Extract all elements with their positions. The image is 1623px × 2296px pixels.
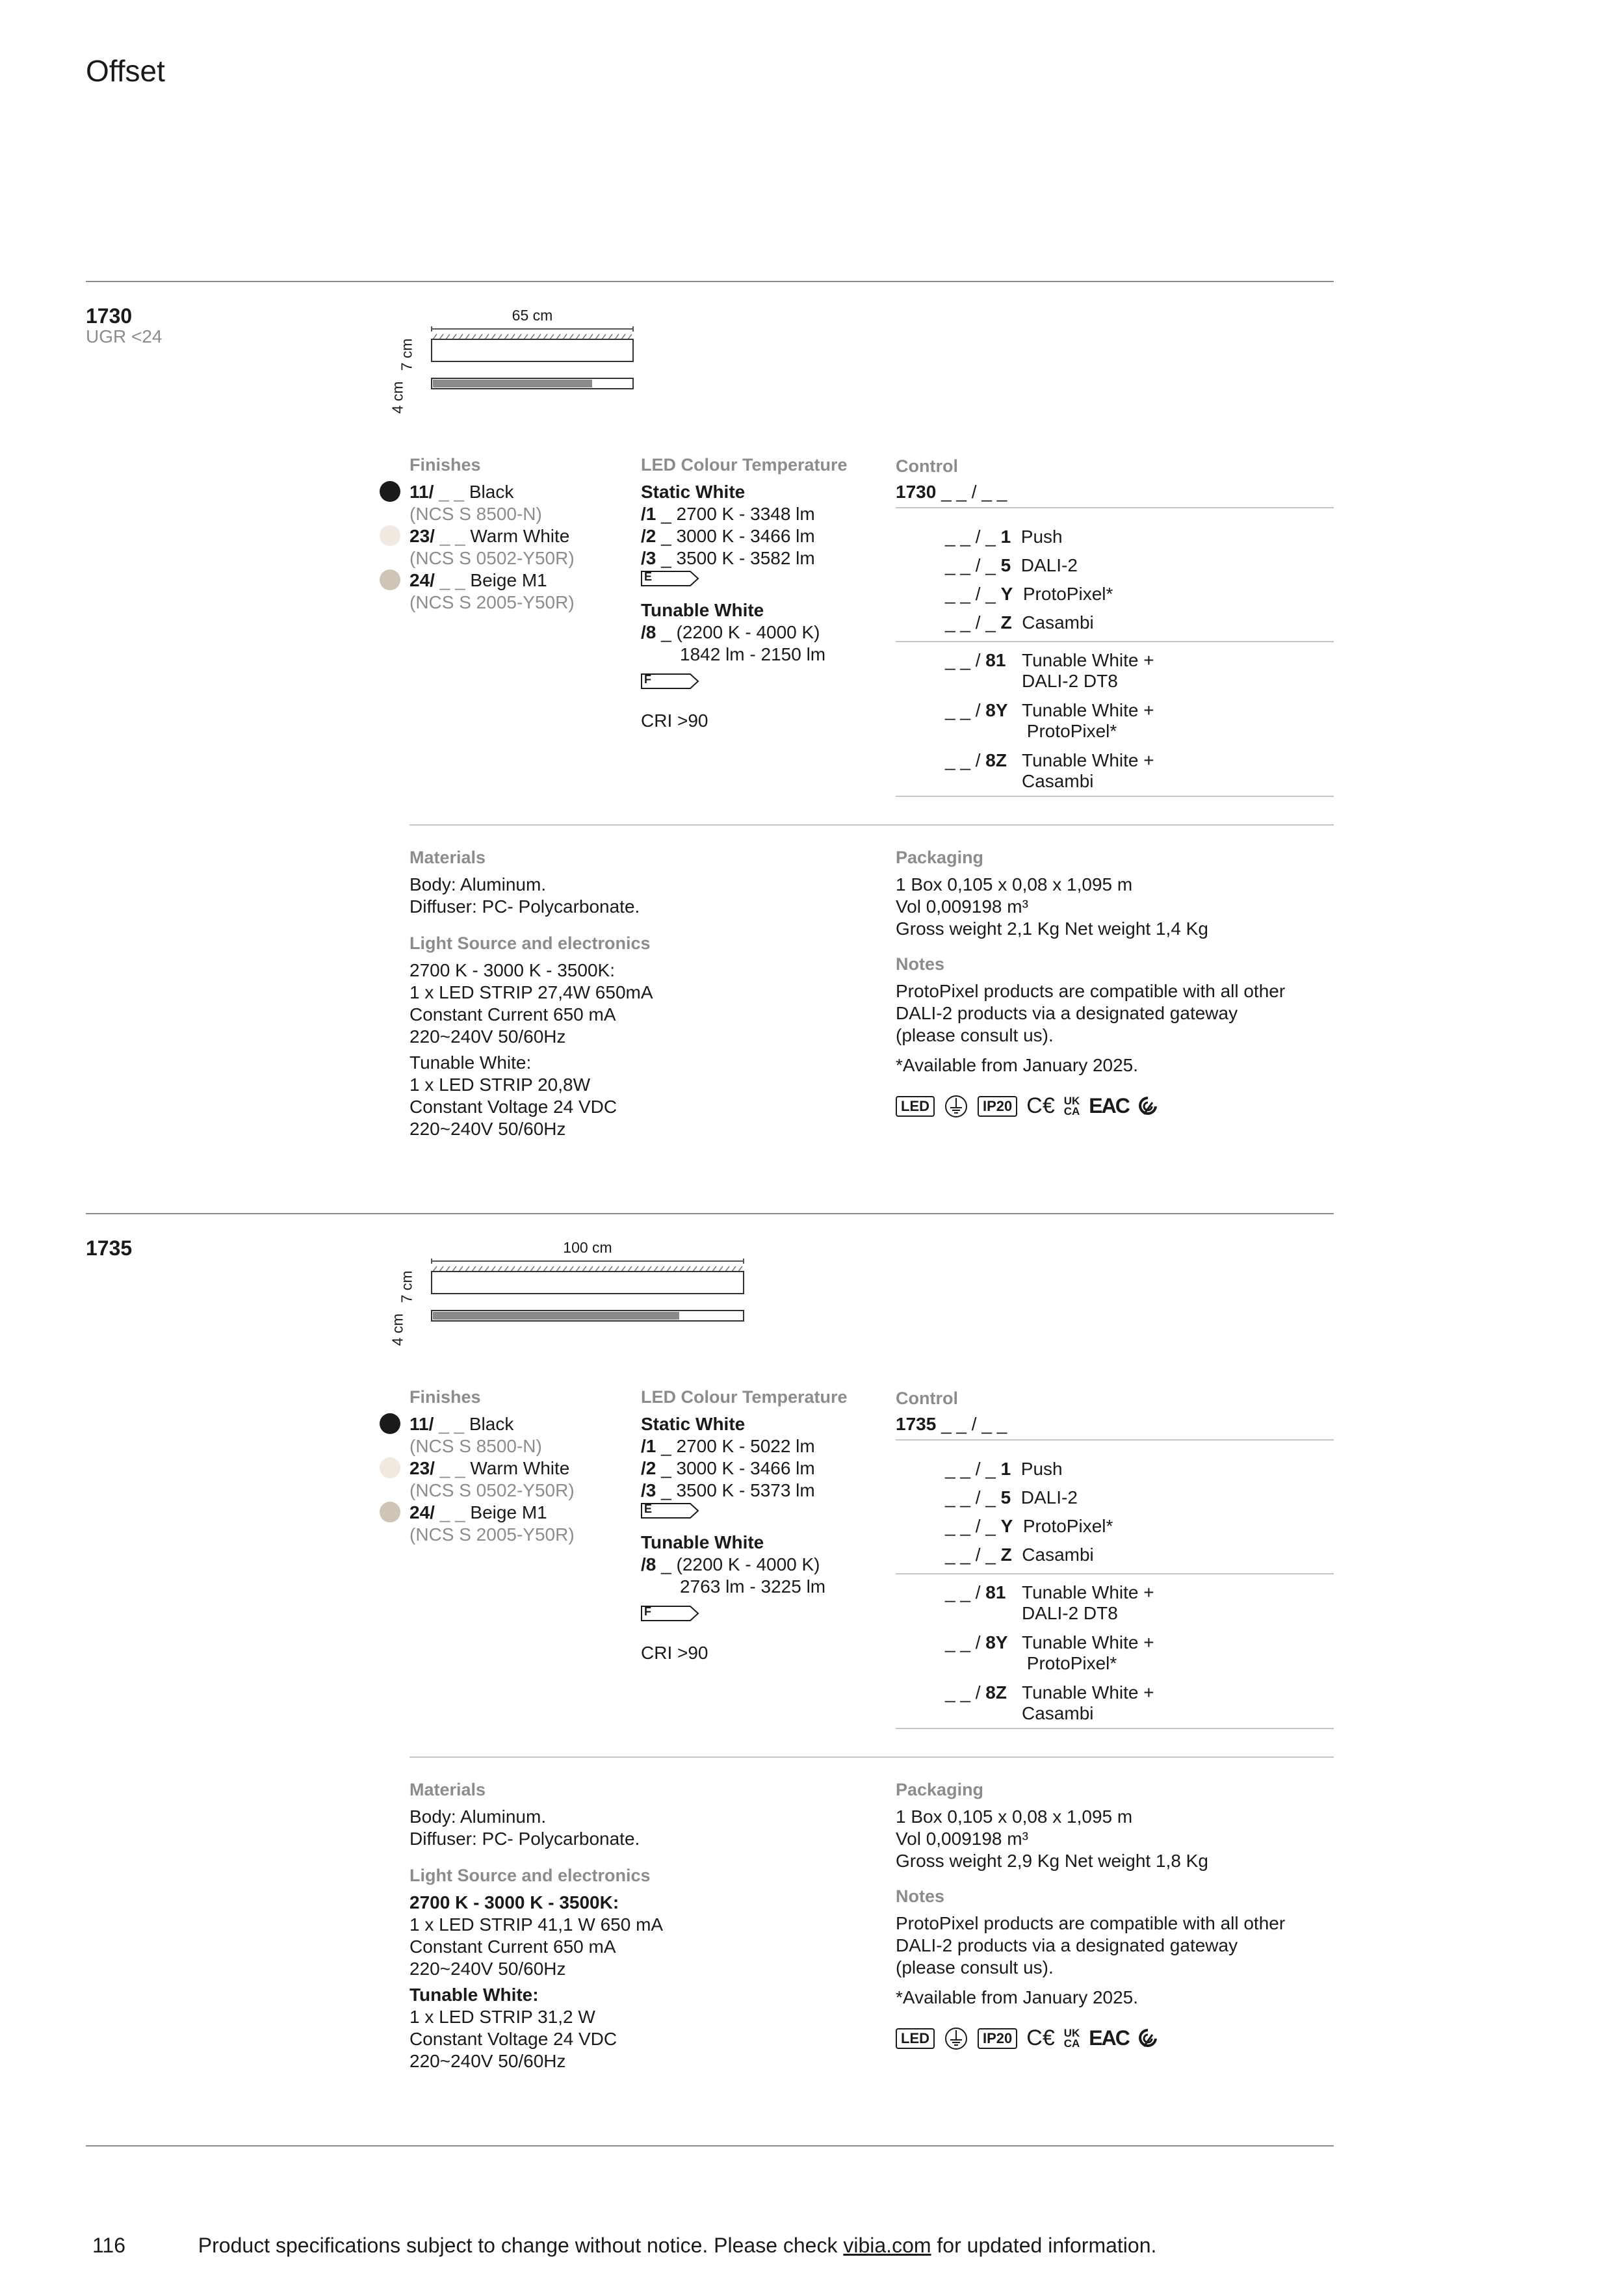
finish-swatch[interactable] [380, 481, 400, 502]
static-white-heading: Static White [641, 482, 746, 502]
notes-heading: Notes [896, 1886, 945, 1906]
control-option[interactable]: _ _ / _ 5 DALI-2 [945, 1487, 1078, 1507]
eac-mark: EAC [1089, 2026, 1129, 2050]
light-source-line: Constant Current 650 mA [409, 1937, 616, 1957]
energy-label: E [641, 1503, 699, 1519]
control-divider [896, 1439, 1334, 1441]
section-divider [86, 2145, 1334, 2146]
finish-ncs: (NCS S 8500-N) [409, 504, 542, 524]
packaging-line: Gross weight 2,9 Kg Net weight 1,8 Kg [896, 1851, 1208, 1871]
finish-ncs: (NCS S 0502-Y50R) [409, 1480, 575, 1500]
certification-row [896, 2026, 1158, 2051]
finish-option[interactable]: 11/ _ _ Black [409, 482, 514, 502]
dimension-height-label: 7 cm [398, 1270, 415, 1303]
control-heading: Control [896, 1389, 958, 1408]
materials-line: Body: Aluminum. [409, 874, 547, 894]
section-subdivider [409, 1756, 1334, 1758]
control-option[interactable]: _ _ / _ Z Casambi [945, 612, 1094, 633]
footer-text: Product specifications subject to change without notice. Please check [198, 2234, 844, 2257]
static-option[interactable]: /3 _ 3500 K - 5373 lm [641, 1480, 815, 1500]
recycle-icon [1138, 1096, 1158, 1117]
tunable-white-heading: Tunable White [641, 1532, 764, 1552]
notes-line: DALI-2 products via a designated gateway [896, 1003, 1238, 1023]
packaging-line: Vol 0,009198 m³ [896, 1829, 1028, 1849]
light-source-tw-head: Tunable White: [409, 1985, 539, 2005]
finish-option[interactable]: 11/ _ _ Black [409, 1414, 514, 1434]
light-source-line: 1 x LED STRIP 27,4W 650mA [409, 982, 653, 1002]
light-source-heading: Light Source and electronics [409, 1866, 651, 1885]
light-source-line: Constant Current 650 mA [409, 1004, 616, 1024]
tunable-lumens: 1842 lm - 2150 lm [680, 644, 826, 664]
dimension-width-label: 100 cm [563, 1239, 612, 1256]
materials-line: Diffuser: PC- Polycarbonate. [409, 896, 640, 917]
static-option[interactable]: /1 _ 2700 K - 5022 lm [641, 1436, 815, 1456]
finish-ncs: (NCS S 2005-Y50R) [409, 592, 575, 612]
tunable-lumens: 2763 lm - 3225 lm [680, 1576, 826, 1597]
page-title: Offset [86, 54, 165, 88]
control-divider [896, 796, 1334, 797]
light-source-line: 220~240V 50/60Hz [409, 2051, 566, 2071]
energy-label: F [641, 673, 699, 689]
control-code: 1735 _ _ / _ _ [896, 1414, 1007, 1434]
fixture-drawing [425, 1259, 757, 1330]
dimension-depth-label: 4 cm [389, 1313, 406, 1346]
light-source-line: 220~240V 50/60Hz [409, 1959, 566, 1979]
led-heading: LED Colour Temperature [641, 455, 848, 475]
finish-swatch[interactable] [380, 1502, 400, 1522]
finishes-heading: Finishes [409, 455, 481, 475]
control-divider [896, 641, 1334, 642]
ce-mark: C€ [1026, 2026, 1055, 2050]
notes-line: (please consult us). [896, 1957, 1054, 1977]
control-heading: Control [896, 456, 958, 476]
static-option[interactable]: /1 _ 2700 K - 3348 lm [641, 504, 815, 524]
control-option[interactable]: _ _ / _ Z Casambi [945, 1545, 1094, 1565]
notes-availability: *Available from January 2025. [896, 1055, 1139, 1075]
control-option-tw-label: Tunable White + DALI-2 DT8 [1022, 650, 1154, 691]
control-option-tw[interactable]: _ _ / 81 [945, 1582, 1006, 1602]
finishes-heading: Finishes [409, 1387, 481, 1407]
section-subdivider [409, 824, 1334, 826]
ground-icon [944, 1094, 968, 1119]
finish-swatch[interactable] [380, 525, 400, 546]
control-option-tw-label: Tunable White + ProtoPixel* [1022, 700, 1154, 741]
notes-line: ProtoPixel products are compatible with all other [896, 1913, 1286, 1933]
product-rating: UGR <24 [86, 326, 162, 346]
light-source-line: 220~240V 50/60Hz [409, 1119, 566, 1139]
light-source-heading: Light Source and electronics [409, 933, 651, 953]
control-option[interactable]: _ _ / _ 5 DALI-2 [945, 555, 1078, 575]
light-source-line: 1 x LED STRIP 41,1 W 650 mA [409, 1914, 664, 1935]
footer-link[interactable]: vibia.com [843, 2234, 931, 2257]
section-divider [86, 1213, 1334, 1214]
control-option[interactable]: _ _ / _ 1 Push [945, 1459, 1063, 1479]
finish-option[interactable]: 24/ _ _ Beige M1 [409, 570, 547, 590]
notes-line: (please consult us). [896, 1025, 1054, 1045]
ground-icon [944, 2026, 968, 2051]
control-option-tw[interactable]: _ _ / 8Z [945, 1682, 1007, 1702]
certification-row [896, 1093, 1158, 1119]
control-option-tw-label: Tunable White + DALI-2 DT8 [1022, 1582, 1154, 1623]
light-source-line: Constant Voltage 24 VDC [409, 1097, 617, 1117]
control-option-tw-label: Tunable White + Casambi [1022, 750, 1154, 791]
finish-swatch[interactable] [380, 1413, 400, 1434]
notes-line: ProtoPixel products are compatible with all other [896, 981, 1286, 1001]
led-badge: LED [896, 1096, 935, 1117]
light-source-line: 1 x LED STRIP 31,2 W [409, 2007, 595, 2027]
cri-value: CRI >90 [641, 1643, 708, 1663]
control-option[interactable]: _ _ / _ Y ProtoPixel* [945, 1516, 1113, 1536]
finish-ncs: (NCS S 8500-N) [409, 1436, 542, 1456]
led-heading: LED Colour Temperature [641, 1387, 848, 1407]
light-source-line: 220~240V 50/60Hz [409, 1026, 566, 1047]
control-code: 1730 _ _ / _ _ [896, 482, 1007, 502]
cri-value: CRI >90 [641, 711, 708, 731]
ukca-mark: UK CA [1063, 1094, 1080, 1117]
light-source-static-head: 2700 K - 3000 K - 3500K: [409, 1892, 619, 1912]
packaging-heading: Packaging [896, 1780, 984, 1799]
finish-swatch[interactable] [380, 1457, 400, 1478]
static-option[interactable]: /2 _ 3000 K - 3466 lm [641, 1458, 815, 1478]
light-source-line: Constant Voltage 24 VDC [409, 2029, 617, 2049]
materials-heading: Materials [409, 848, 486, 867]
control-option-tw[interactable]: _ _ / 8Y [945, 1632, 1008, 1652]
energy-label: F [641, 1606, 699, 1621]
tunable-option[interactable]: /8 _ (2200 K - 4000 K) [641, 622, 820, 642]
recycle-icon [1138, 2028, 1158, 2049]
static-white-heading: Static White [641, 1414, 746, 1434]
materials-line: Diffuser: PC- Polycarbonate. [409, 1829, 640, 1849]
control-option-tw[interactable]: _ _ / 81 [945, 650, 1006, 670]
materials-heading: Materials [409, 1780, 486, 1799]
packaging-line: 1 Box 0,105 x 0,08 x 1,095 m [896, 874, 1133, 894]
energy-label: E [641, 571, 699, 586]
dimension-height-label: 7 cm [398, 338, 415, 371]
packaging-heading: Packaging [896, 848, 984, 867]
tunable-white-heading: Tunable White [641, 600, 764, 620]
notes-line: DALI-2 products via a designated gateway [896, 1935, 1238, 1955]
control-option[interactable]: _ _ / _ Y ProtoPixel* [945, 584, 1113, 604]
ip-badge: IP20 [978, 1096, 1017, 1117]
static-option[interactable]: /3 _ 3500 K - 3582 lm [641, 548, 815, 568]
control-option-tw[interactable]: _ _ / 8Z [945, 750, 1007, 770]
finish-ncs: (NCS S 0502-Y50R) [409, 548, 575, 568]
control-divider [896, 1728, 1334, 1729]
product-code: 1730 [86, 304, 133, 328]
eac-mark: EAC [1089, 1094, 1129, 1117]
control-option[interactable]: _ _ / _ 1 Push [945, 527, 1063, 547]
led-badge: LED [896, 2028, 935, 2049]
materials-line: Body: Aluminum. [409, 1807, 547, 1827]
finish-option[interactable]: 23/ _ _ Warm White [409, 526, 570, 546]
control-option-tw-label: Tunable White + Casambi [1022, 1682, 1154, 1723]
footer [92, 2234, 1156, 2258]
control-divider [896, 507, 1334, 508]
packaging-line: 1 Box 0,105 x 0,08 x 1,095 m [896, 1807, 1133, 1827]
packaging-line: Gross weight 2,1 Kg Net weight 1,4 Kg [896, 919, 1208, 939]
fixture-drawing [425, 326, 646, 398]
finish-option[interactable]: 24/ _ _ Beige M1 [409, 1502, 547, 1522]
finish-swatch[interactable] [380, 569, 400, 590]
section-divider [86, 281, 1334, 282]
light-source-static-head: 2700 K - 3000 K - 3500K: [409, 960, 615, 980]
control-option-tw[interactable]: _ _ / 8Y [945, 700, 1008, 720]
page-number: 116 [92, 2234, 126, 2257]
finish-option[interactable]: 23/ _ _ Warm White [409, 1458, 570, 1478]
static-option[interactable]: /2 _ 3000 K - 3466 lm [641, 526, 815, 546]
notes-heading: Notes [896, 954, 945, 974]
packaging-line: Vol 0,009198 m³ [896, 896, 1028, 917]
finish-ncs: (NCS S 2005-Y50R) [409, 1524, 575, 1545]
tunable-option[interactable]: /8 _ (2200 K - 4000 K) [641, 1554, 820, 1574]
control-option-tw-label: Tunable White + ProtoPixel* [1022, 1632, 1154, 1673]
footer-text-end: for updated information. [931, 2234, 1157, 2257]
notes-availability: *Available from January 2025. [896, 1987, 1139, 2007]
product-code: 1735 [86, 1236, 133, 1260]
ip-badge: IP20 [978, 2028, 1017, 2049]
control-divider [896, 1573, 1334, 1574]
dimension-depth-label: 4 cm [389, 381, 406, 414]
ukca-mark: UK CA [1063, 2026, 1080, 2050]
ce-mark: C€ [1026, 1093, 1055, 1118]
light-source-tw-head: Tunable White: [409, 1052, 532, 1073]
light-source-line: 1 x LED STRIP 20,8W [409, 1075, 591, 1095]
dimension-width-label: 65 cm [512, 307, 553, 324]
